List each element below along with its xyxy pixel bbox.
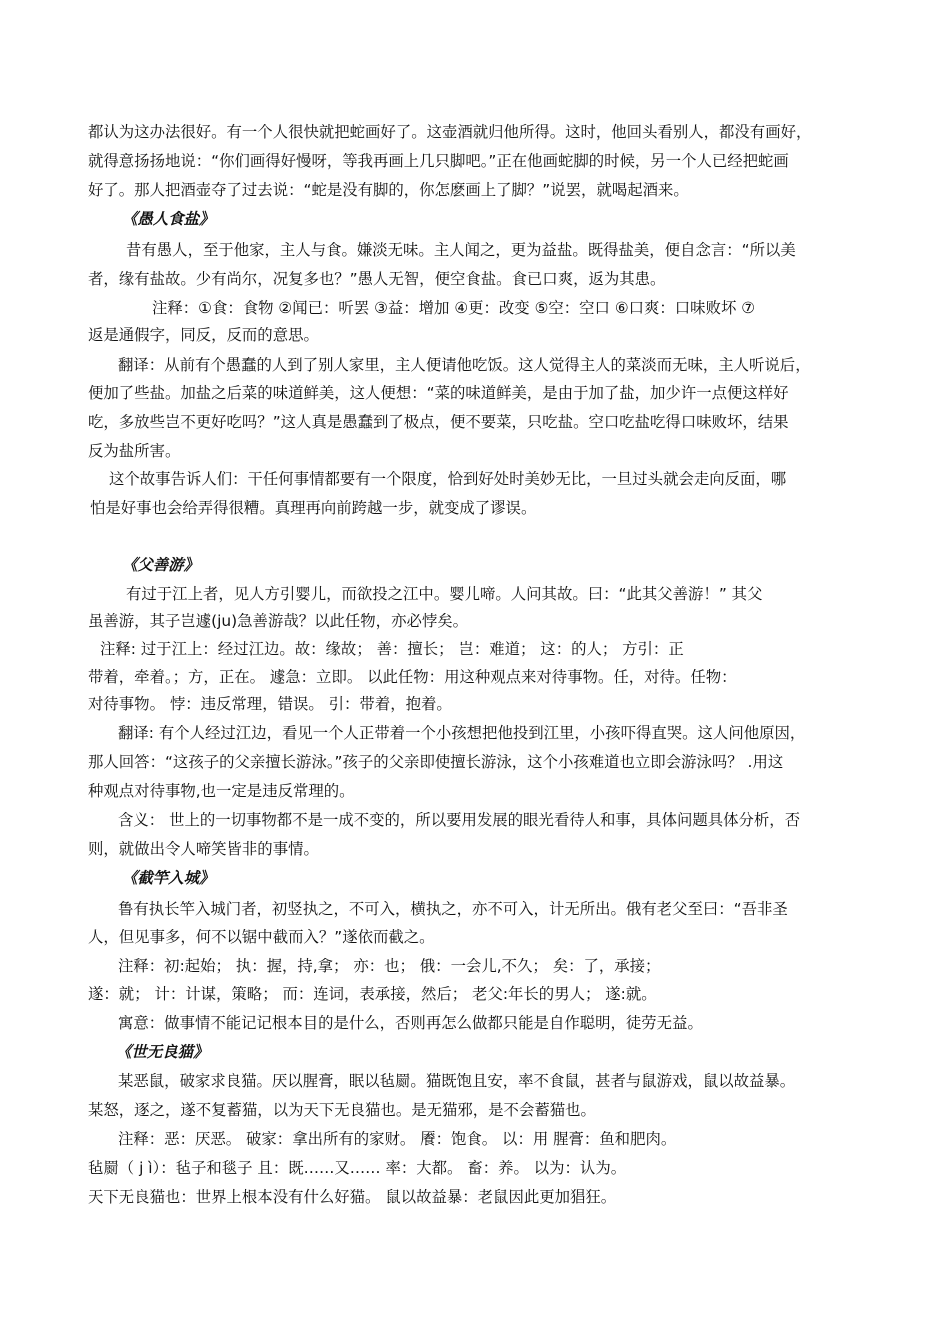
salt-moral-line: 这个故事告诉人们：干任何事情都要有一个限度，恰到好处时美妙无比，一旦过头就会走向反面，哪 [109, 470, 787, 488]
pole-text-line: 鲁有执长竿入城门者，初竖执之，不可入，横执之，亦不可入，计无所出。俄有老父至曰：“吾非圣 [118, 900, 788, 918]
salt-text-line: 者，缘有盐故。少有尚尔，况复多也？”愚人无智，便空食盐。食已口爽，返为其患。 [88, 270, 666, 288]
salt-moral-line: 怕是好事也会给弄得很糟。真理再向前跨越一步，就变成了谬误。 [90, 499, 537, 517]
swim-text-line: 虽善游，其子岂遽(ju)急善游哉？以此任物，亦必悖矣。 [88, 612, 469, 630]
swim-translation-line: 那人回答：“这孩子的父亲擅长游泳。”孩子的父亲即使擅长游泳，这个小孩难道也立即会游泳吗？ .用这 [88, 753, 784, 771]
swim-translation-line: 种观点对待事物,也一定是违反常理的。 [88, 782, 355, 800]
cat-notes-line: 注释：恶：厌恶。 破家：拿出所有的家财。 餍：饱食。 以：用 腥膏：鱼和肥肉。 [118, 1130, 677, 1148]
title-salt: 《愚人食盐》 [122, 210, 215, 228]
cat-notes-line: 毡罽（ j ì）：毡子和毯子 且：既……又…… 率：大都。 畜：养。 以为：认为。 [88, 1159, 627, 1177]
salt-translation-line: 吃，多放些岂不更好吃吗？”这人真是愚蠢到了极点，便不要菜，只吃盐。空口吃盐吃得口味败坏，结果 [88, 413, 789, 431]
pole-moral-line: 寓意：做事情不能记记根本目的是什么，否则再怎么做都只能是自作聪明，徒劳无益。 [118, 1014, 703, 1032]
snake-story-line: 都认为这办法很好。有一个人很快就把蛇画好了。这壶酒就归他所得。这时，他回头看别人，都没有画好， [88, 123, 812, 141]
swim-meaning-line: 含义： 世上的一切事物都不是一成不变的，所以要用发展的眼光看待人和事，具体问题具体分析，否 [118, 811, 801, 829]
salt-translation-line: 翻译：从前有个愚蠢的人到了别人家里，主人便请他吃饭。这人觉得主人的菜淡而无味，主人听说后， [118, 356, 811, 374]
salt-translation-line: 便加了些盐。加盐之后菜的味道鲜美，这人便想：“菜的味道鲜美，是由于加了盐，加少许一点便这样好 [88, 384, 789, 402]
salt-translation-line: 反为盐所害。 [88, 442, 181, 460]
cat-text-line: 某怒，逐之，遂不复蓄猫，以为天下无良猫也。是无猫邪，是不会蓄猫也。 [88, 1101, 596, 1119]
title-swim: 《父善游》 [122, 556, 199, 574]
swim-text-line: 有过于江上者，见人方引婴儿，而欲投之江中。婴儿啼。人问其故。曰：“此其父善游！” 其父 [126, 585, 763, 603]
salt-notes-line: 注释：①食：食物 ②闻已：听罢 ③益：增加 ④更：改变 ⑤空：空口 ⑥口爽：口味败坏 ⑦ [152, 299, 756, 317]
snake-story-line: 就得意扬扬地说：“你们画得好慢呀，等我再画上几只脚吧。”正在他画蛇脚的时候，另一个人已经把蛇画 [88, 152, 789, 170]
swim-notes-line: 带着，牵着。；方，正在。 遽急：立即。 以此任物：用这种观点来对待事物。任，对待。任物： [88, 668, 737, 686]
cat-text-line: 某恶鼠，破家求良猫。厌以腥膏，眠以毡罽。猫既饱且安，率不食鼠，甚者与鼠游戏，鼠以故益暴。 [118, 1072, 796, 1090]
pole-notes-line: 遂：就； 计：计谋，策略； 而：连词，表承接，然后； 老父:年长的男人； 遂:就。 [88, 985, 657, 1003]
pole-notes-line: 注释：初:起始； 执：握，持,拿； 亦：也； 俄：一会儿,不久； 矣：了，承接； [118, 957, 661, 975]
swim-translation-line: 翻译: 有个人经过江边，看见一个人正带着一个小孩想把他投到江里，小孩吓得直哭。这人问他原因， [118, 724, 806, 742]
snake-story-line: 好了。那人把酒壶夺了过去说：“蛇是没有脚的，你怎麽画上了脚？”说罢，就喝起酒来。 [88, 181, 689, 199]
salt-notes-line: 返是通假字，同反，反而的意思。 [88, 326, 319, 344]
swim-meaning-line: 则，就做出令人啼笑皆非的事情。 [88, 840, 319, 858]
salt-text-line: 昔有愚人，至于他家，主人与食。嫌淡无味。主人闻之，更为益盐。既得盐美，便自念言：“所以美 [126, 241, 796, 259]
pole-text-line: 人，但见事多，何不以锯中截而入？”遂依而截之。 [88, 928, 435, 946]
swim-notes-line: 对待事物。 悖：违反常理，错误。 引：带着，抱着。 [88, 695, 452, 713]
swim-notes-line: 注释: 过于江上：经过江边。故：缘故； 善：擅长； 岂：难道； 这：的人； 方引：正 [100, 640, 684, 658]
title-cat: 《世无良猫》 [116, 1043, 209, 1061]
cat-notes-line: 天下无良猫也：世界上根本没有什么好猫。 鼠以故益暴：老鼠因此更加猖狂。 [88, 1188, 617, 1206]
title-pole: 《截竿入城》 [122, 869, 215, 887]
